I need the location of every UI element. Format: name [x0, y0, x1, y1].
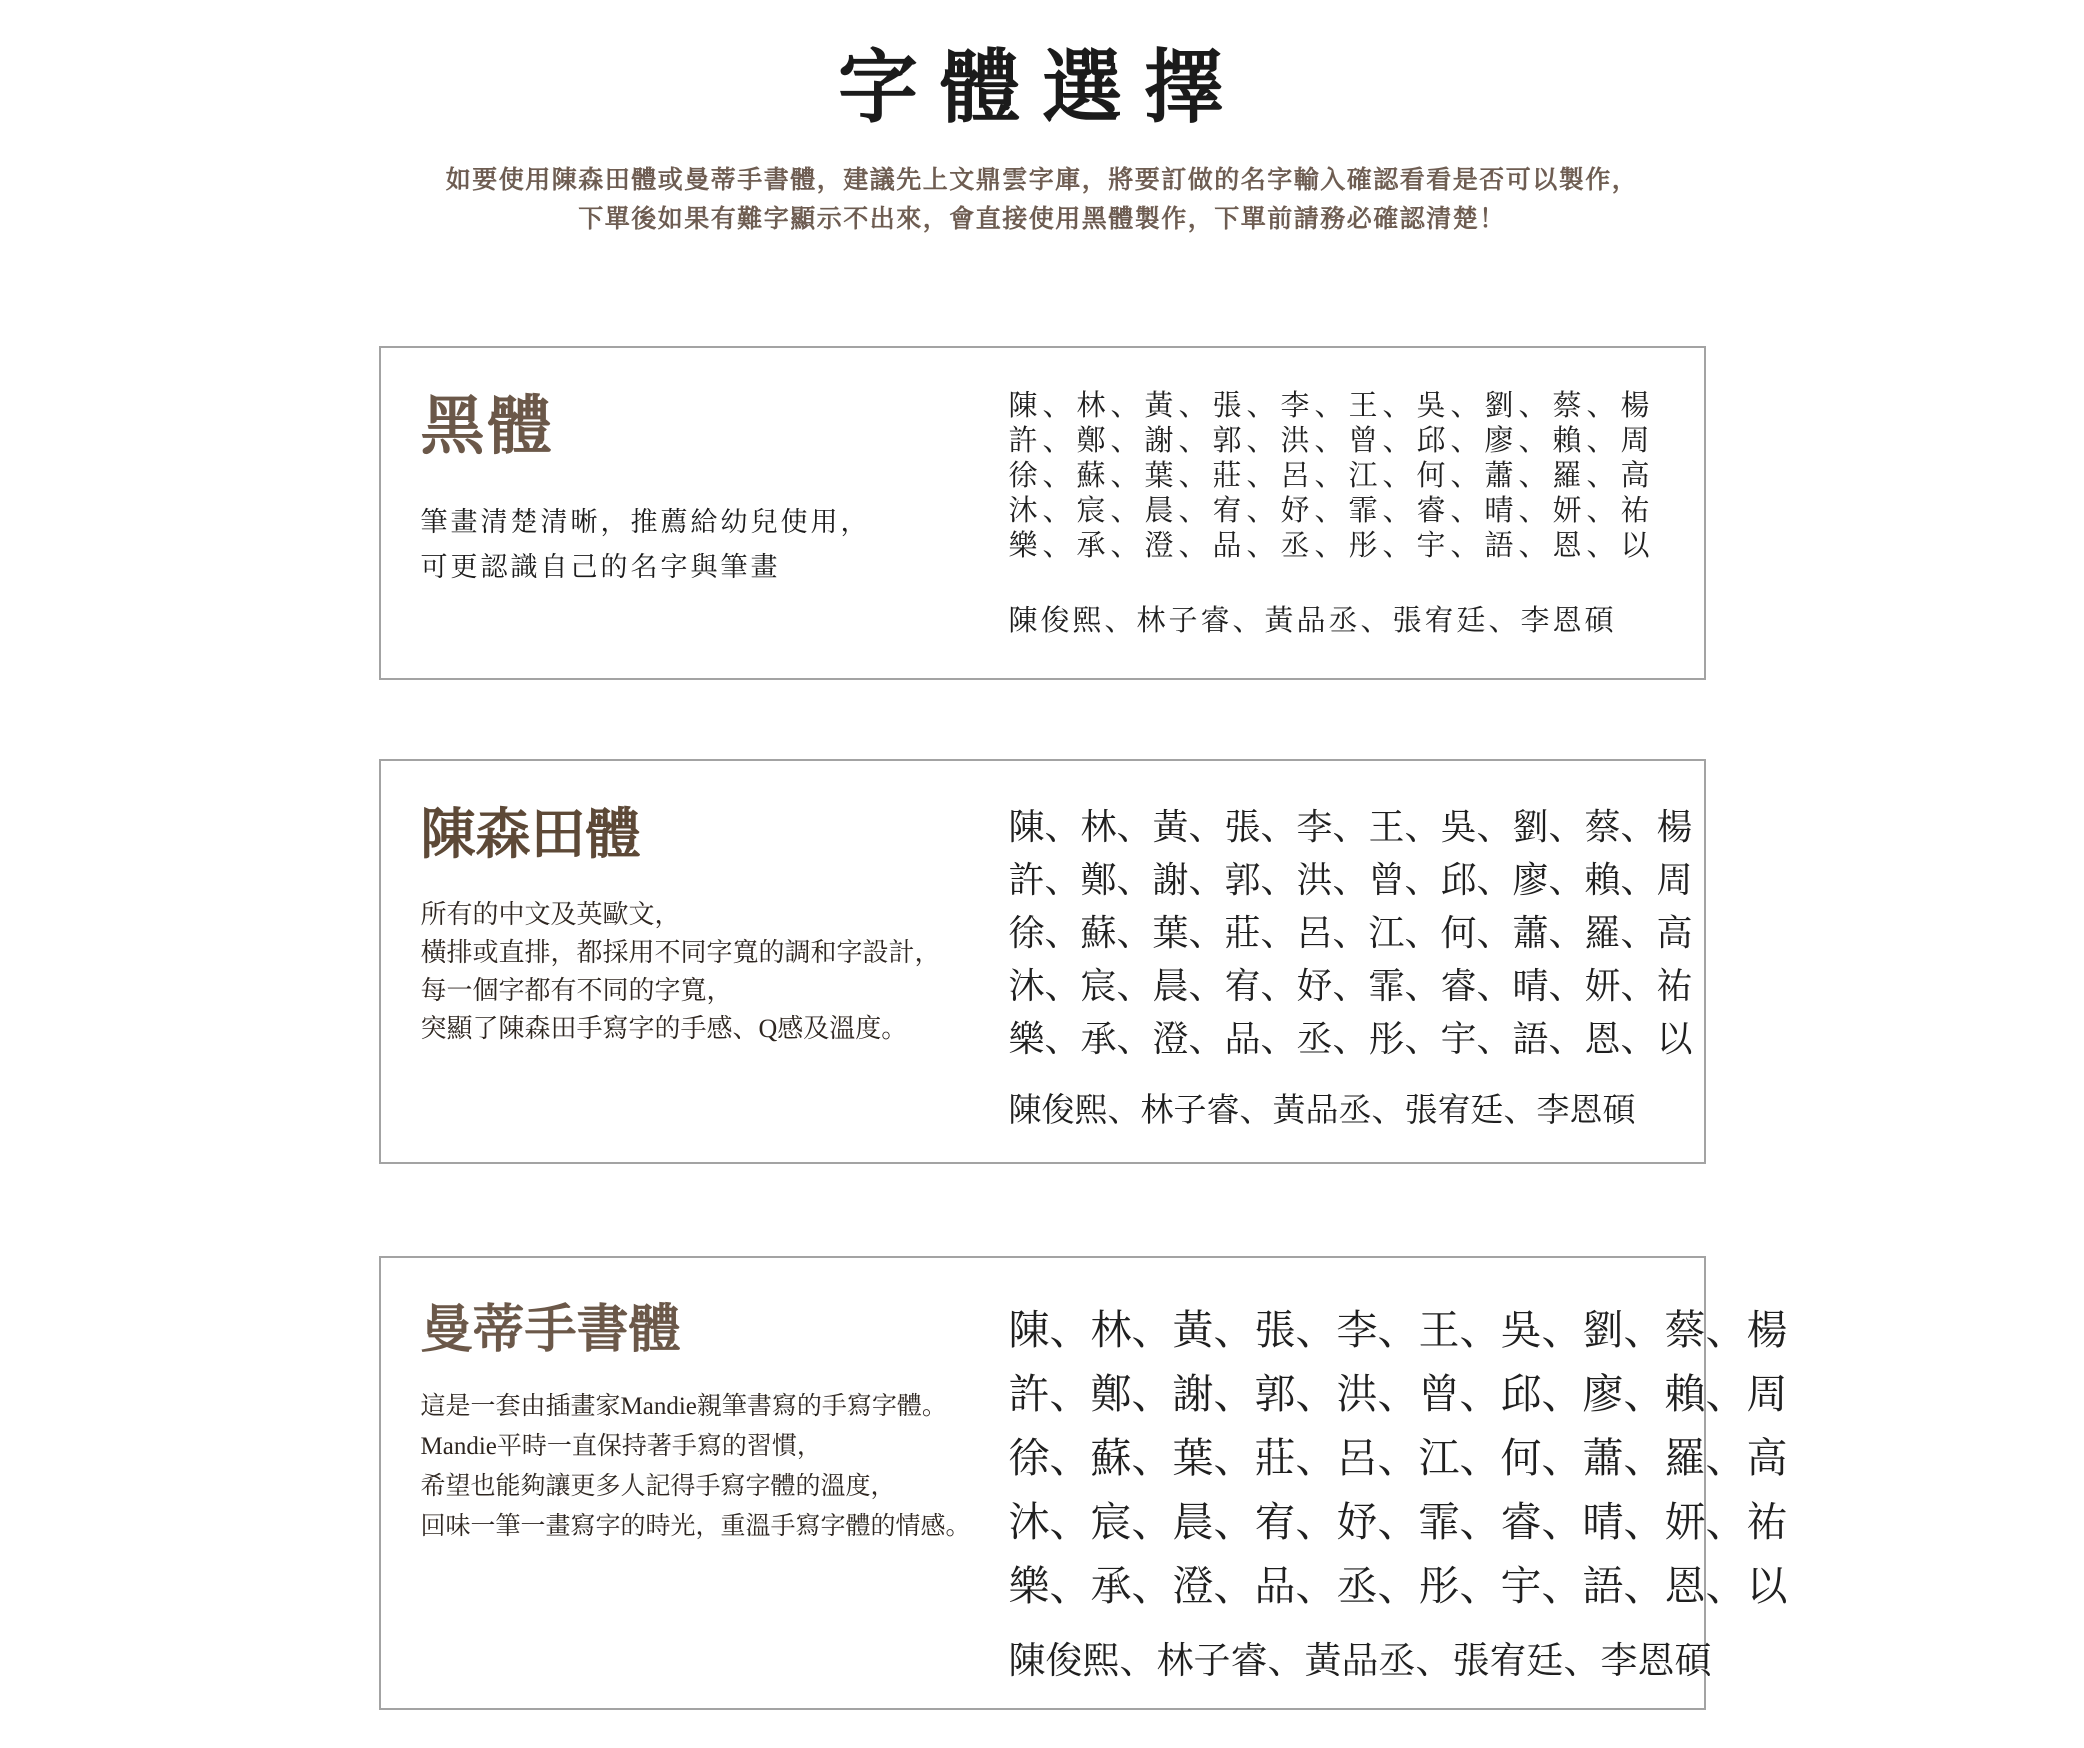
page-header — [0, 0, 2084, 238]
sample-row: 沐、宸、晨、宥、妤、霏、睿、晴、妍、祐 — [1008, 1499, 1788, 1545]
subtitle-line-2: 下單後如果有難字顯示不出來，會直接使用黑體製作，下單前請務必確認清楚！ — [578, 204, 1506, 233]
sample-row: 徐、蘇、葉、莊、呂、江、何、蕭、羅、高 — [1008, 458, 1655, 492]
font-description-heiti — [421, 500, 1009, 590]
sample-row: 許、鄭、謝、郭、洪、曾、邱、廖、賴、周 — [1008, 1371, 1788, 1417]
sample-names-row: 陳俊熙、林子睿、黃品丞、張宥廷、李恩碩 — [1008, 1093, 1636, 1129]
page-subtitle — [0, 160, 2084, 238]
sample-row: 樂、承、澄、品、丞、彤、宇、語、恩、以 — [1008, 528, 1655, 562]
font-card-chensentian-info — [381, 761, 1009, 1162]
font-card-heiti-info — [381, 348, 1009, 678]
sample-row: 許、鄭、謝、郭、洪、曾、邱、廖、賴、周 — [1008, 860, 1693, 900]
font-description-mandie — [421, 1387, 1009, 1547]
sample-row: 徐、蘇、葉、莊、呂、江、何、蕭、羅、高 — [1008, 913, 1693, 953]
description-line: 回味一筆一畫寫字的時光，重溫手寫字體的情感。 — [420, 1513, 971, 1541]
sample-row: 陳、林、黃、張、李、王、吳、劉、蔡、楊 — [1008, 1307, 1788, 1353]
sample-row: 樂、承、澄、品、丞、彤、宇、語、恩、以 — [1008, 1019, 1693, 1059]
sample-row: 沐、宸、晨、宥、妤、霏、睿、晴、妍、祐 — [1008, 966, 1693, 1006]
description-line: Mandie平時一直保持著手寫的習慣， — [420, 1433, 822, 1461]
font-card-mandie — [379, 1256, 1788, 1710]
sample-names-row: 陳俊熙、林子睿、黃品丞、張宥廷、李恩碩 — [1008, 603, 1617, 637]
description-line: 希望也能夠讓更多人記得手寫字體的溫度， — [420, 1473, 896, 1501]
font-card-mandie-samples — [1009, 1258, 1814, 1708]
sample-row: 陳、林、黃、張、李、王、吳、劉、蔡、楊 — [1008, 807, 1693, 847]
description-line: 每一個字都有不同的字寬， — [420, 975, 733, 1005]
font-name-mandie: 曼蒂手書體 — [420, 1302, 681, 1359]
description-line: 筆畫清楚清晰，推薦給幼兒使用， — [420, 507, 871, 539]
description-line: 所有的中文及英歐文， — [420, 899, 681, 929]
font-card-chensentian-samples — [1009, 761, 1719, 1162]
font-description-chensentian — [421, 896, 1009, 1048]
sample-row: 沐、宸、晨、宥、妤、霏、睿、晴、妍、祐 — [1008, 493, 1655, 527]
description-line: 橫排或直排，都採用不同字寬的調和字設計， — [420, 937, 941, 967]
description-line: 這是一套由插畫家Mandie親筆書寫的手寫字體。 — [420, 1393, 947, 1421]
description-line: 可更認識自己的名字與筆畫 — [420, 552, 781, 584]
page-title: 字體選擇 — [838, 41, 1246, 134]
sample-row: 樂、承、澄、品、丞、彤、宇、語、恩、以 — [1008, 1563, 1788, 1609]
font-card-mandie-info — [381, 1258, 1009, 1708]
sample-row: 陳、林、黃、張、李、王、吳、劉、蔡、楊 — [1008, 388, 1655, 422]
sample-row: 許、鄭、謝、郭、洪、曾、邱、廖、賴、周 — [1008, 423, 1655, 457]
sample-row: 徐、蘇、葉、莊、呂、江、何、蕭、羅、高 — [1008, 1435, 1788, 1481]
font-card-heiti — [379, 346, 1706, 680]
sample-names-row: 陳俊熙、林子睿、黃品丞、張宥廷、李恩碩 — [1008, 1641, 1712, 1682]
font-card-chensentian — [379, 759, 1706, 1164]
subtitle-line-1: 如要使用陳森田體或曼蒂手書體，建議先上文鼎雲字庫，將要訂做的名字輸入確認看看是否可以製作， — [445, 165, 1639, 194]
font-name-heiti: 黑體 — [420, 390, 555, 464]
font-card-heiti-samples — [1009, 348, 1704, 678]
description-line: 突顯了陳森田手寫字的手感、Q感及溫度。 — [420, 1013, 908, 1043]
font-name-chensentian: 陳森田體 — [420, 804, 641, 865]
